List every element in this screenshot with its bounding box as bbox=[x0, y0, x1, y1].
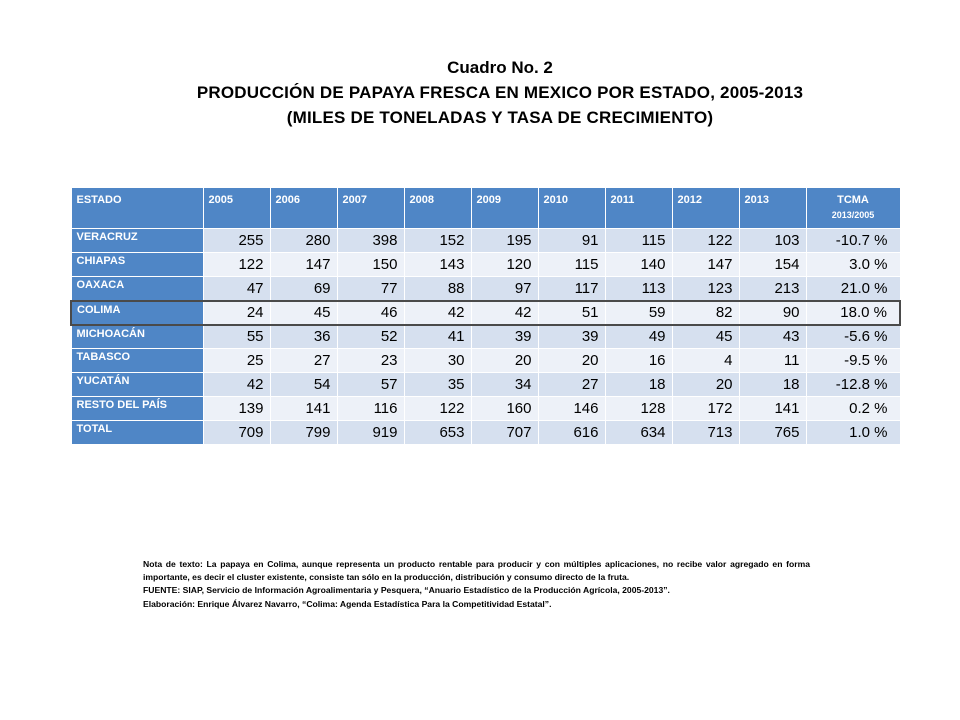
value-cell: 18 bbox=[605, 373, 672, 397]
value-cell: 707 bbox=[471, 421, 538, 445]
value-cell: 120 bbox=[471, 253, 538, 277]
value-cell: 122 bbox=[404, 397, 471, 421]
value-cell: 398 bbox=[337, 229, 404, 253]
value-cell: 54 bbox=[270, 373, 337, 397]
value-cell: 77 bbox=[337, 277, 404, 301]
value-cell: 713 bbox=[672, 421, 739, 445]
table-row bbox=[71, 253, 900, 277]
value-cell: 160 bbox=[471, 397, 538, 421]
value-cell: 55 bbox=[203, 325, 270, 349]
value-cell: 653 bbox=[404, 421, 471, 445]
header-year: 2012 bbox=[672, 188, 739, 229]
table-row bbox=[71, 397, 900, 421]
value-cell: 146 bbox=[538, 397, 605, 421]
value-cell: 147 bbox=[270, 253, 337, 277]
value-cell: 49 bbox=[605, 325, 672, 349]
value-cell: 152 bbox=[404, 229, 471, 253]
value-cell: 117 bbox=[538, 277, 605, 301]
header-year: 2009 bbox=[471, 188, 538, 229]
value-cell: 116 bbox=[337, 397, 404, 421]
value-cell: 97 bbox=[471, 277, 538, 301]
table-row bbox=[71, 229, 900, 253]
growth-rate-cell: -10.7 % bbox=[806, 229, 900, 253]
value-cell: 634 bbox=[605, 421, 672, 445]
growth-rate-cell: 18.0 % bbox=[806, 301, 900, 325]
growth-rate-cell: -9.5 % bbox=[806, 349, 900, 373]
header-year: 2005 bbox=[203, 188, 270, 229]
value-cell: 52 bbox=[337, 325, 404, 349]
state-cell: YUCATÁN bbox=[71, 373, 203, 397]
value-cell: 45 bbox=[672, 325, 739, 349]
value-cell: 36 bbox=[270, 325, 337, 349]
growth-rate-cell: -12.8 % bbox=[806, 373, 900, 397]
growth-rate-cell: 3.0 % bbox=[806, 253, 900, 277]
value-cell: 25 bbox=[203, 349, 270, 373]
value-cell: 140 bbox=[605, 253, 672, 277]
value-cell: 765 bbox=[739, 421, 806, 445]
header-tcma bbox=[806, 188, 900, 229]
value-cell: 172 bbox=[672, 397, 739, 421]
value-cell: 150 bbox=[337, 253, 404, 277]
value-cell: 23 bbox=[337, 349, 404, 373]
table-title: PRODUCCIÓN DE PAPAYA FRESCA EN MEXICO POR ESTADO, 2005-2013 bbox=[196, 83, 804, 102]
table-row bbox=[71, 421, 900, 445]
note-text: Nota de texto: La papaya en Colima, aunque representa un producto rentable para producir y con múltiples aplicaciones, no recibe valor agregado en forma importante, es decir el cluster existente, consiste tan sólo en la producción, distribución y consumo directo de la fruta. bbox=[143, 559, 810, 583]
value-cell: 41 bbox=[404, 325, 471, 349]
value-cell: 123 bbox=[672, 277, 739, 301]
value-cell: 51 bbox=[538, 301, 605, 325]
header-estado: ESTADO bbox=[71, 188, 203, 229]
header-year: 2007 bbox=[337, 188, 404, 229]
value-cell: 27 bbox=[538, 373, 605, 397]
value-cell: 18 bbox=[739, 373, 806, 397]
value-cell: 39 bbox=[538, 325, 605, 349]
header-year: 2011 bbox=[605, 188, 672, 229]
value-cell: 20 bbox=[538, 349, 605, 373]
value-cell: 45 bbox=[270, 301, 337, 325]
value-cell: 147 bbox=[672, 253, 739, 277]
value-cell: 143 bbox=[404, 253, 471, 277]
table-subtitle: (MILES DE TONELADAS Y TASA DE CRECIMIENTO) bbox=[286, 108, 714, 127]
table-number: Cuadro No. 2 bbox=[447, 58, 553, 77]
value-cell: 46 bbox=[337, 301, 404, 325]
value-cell: 27 bbox=[270, 349, 337, 373]
value-cell: 616 bbox=[538, 421, 605, 445]
value-cell: 42 bbox=[404, 301, 471, 325]
value-cell: 30 bbox=[404, 349, 471, 373]
header-year: 2008 bbox=[404, 188, 471, 229]
value-cell: 82 bbox=[672, 301, 739, 325]
value-cell: 42 bbox=[471, 301, 538, 325]
value-cell: 90 bbox=[739, 301, 806, 325]
credits-text: Elaboración: Enrique Álvarez Navarro, “Colima: Agenda Estadística Para la Competitividad Estatal”. bbox=[143, 598, 552, 609]
value-cell: 919 bbox=[337, 421, 404, 445]
growth-rate-cell: -5.6 % bbox=[806, 325, 900, 349]
growth-rate-cell: 0.2 % bbox=[806, 397, 900, 421]
title-block bbox=[0, 56, 960, 130]
production-table bbox=[70, 187, 901, 445]
source-text: FUENTE: SIAP, Servicio de Información Agroalimentaria y Pesquera, “Anuario Estadístico de la Producción Agrícola, 2005-2013”. bbox=[143, 585, 670, 596]
value-cell: 115 bbox=[538, 253, 605, 277]
state-cell: VERACRUZ bbox=[71, 229, 203, 253]
table-body bbox=[71, 229, 900, 445]
table-row bbox=[71, 277, 900, 301]
value-cell: 141 bbox=[739, 397, 806, 421]
state-cell: COLIMA bbox=[71, 301, 203, 325]
table-row bbox=[71, 325, 900, 349]
value-cell: 42 bbox=[203, 373, 270, 397]
value-cell: 122 bbox=[672, 229, 739, 253]
value-cell: 57 bbox=[337, 373, 404, 397]
growth-rate-cell: 1.0 % bbox=[806, 421, 900, 445]
state-cell: MICHOACÁN bbox=[71, 325, 203, 349]
table-row bbox=[71, 349, 900, 373]
value-cell: 11 bbox=[739, 349, 806, 373]
value-cell: 115 bbox=[605, 229, 672, 253]
value-cell: 709 bbox=[203, 421, 270, 445]
value-cell: 39 bbox=[471, 325, 538, 349]
table-row bbox=[71, 301, 900, 325]
growth-rate-cell: 21.0 % bbox=[806, 277, 900, 301]
header-year: 2006 bbox=[270, 188, 337, 229]
value-cell: 122 bbox=[203, 253, 270, 277]
value-cell: 128 bbox=[605, 397, 672, 421]
value-cell: 103 bbox=[739, 229, 806, 253]
value-cell: 280 bbox=[270, 229, 337, 253]
value-cell: 16 bbox=[605, 349, 672, 373]
value-cell: 4 bbox=[672, 349, 739, 373]
value-cell: 47 bbox=[203, 277, 270, 301]
value-cell: 43 bbox=[739, 325, 806, 349]
state-cell: RESTO DEL PAÍS bbox=[71, 397, 203, 421]
state-cell: CHIAPAS bbox=[71, 253, 203, 277]
value-cell: 69 bbox=[270, 277, 337, 301]
value-cell: 139 bbox=[203, 397, 270, 421]
value-cell: 141 bbox=[270, 397, 337, 421]
value-cell: 113 bbox=[605, 277, 672, 301]
header-year: 2010 bbox=[538, 188, 605, 229]
state-cell: TABASCO bbox=[71, 349, 203, 373]
tcma-label: TCMA bbox=[837, 194, 869, 206]
value-cell: 20 bbox=[471, 349, 538, 373]
tcma-period: 2013/2005 bbox=[831, 210, 875, 220]
value-cell: 91 bbox=[538, 229, 605, 253]
value-cell: 799 bbox=[270, 421, 337, 445]
value-cell: 59 bbox=[605, 301, 672, 325]
header-row bbox=[71, 188, 900, 229]
value-cell: 88 bbox=[404, 277, 471, 301]
value-cell: 20 bbox=[672, 373, 739, 397]
value-cell: 255 bbox=[203, 229, 270, 253]
value-cell: 213 bbox=[739, 277, 806, 301]
table-row bbox=[71, 373, 900, 397]
value-cell: 34 bbox=[471, 373, 538, 397]
value-cell: 24 bbox=[203, 301, 270, 325]
state-cell: TOTAL bbox=[71, 421, 203, 445]
notes-block bbox=[143, 558, 810, 611]
header-year: 2013 bbox=[739, 188, 806, 229]
value-cell: 35 bbox=[404, 373, 471, 397]
state-cell: OAXACA bbox=[71, 277, 203, 301]
value-cell: 154 bbox=[739, 253, 806, 277]
value-cell: 195 bbox=[471, 229, 538, 253]
